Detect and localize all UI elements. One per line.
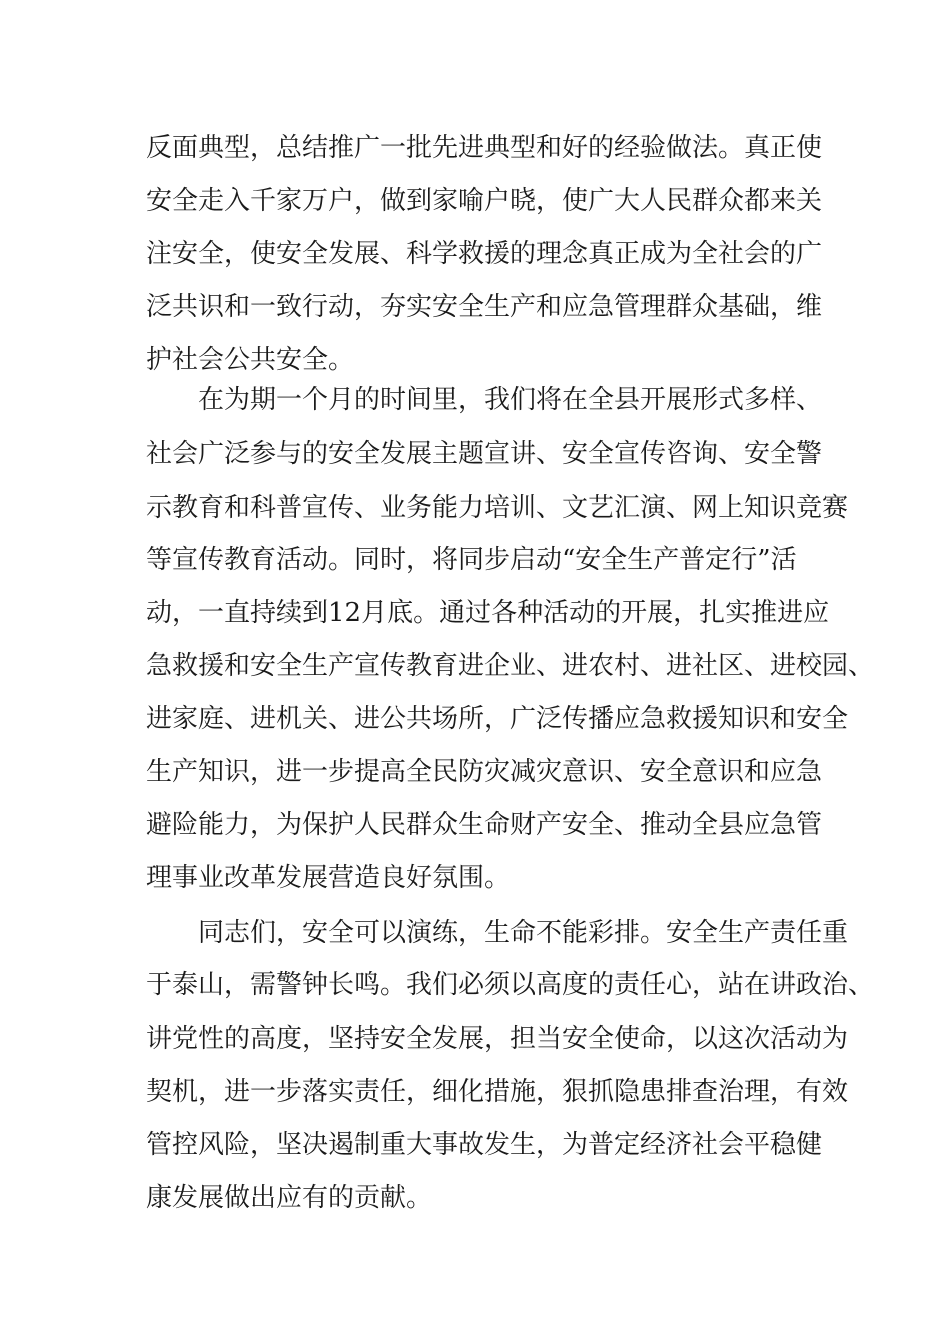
text-line: 泛共识和一致行动，夯实安全生产和应急管理群众基础，维 (146, 292, 823, 322)
text-line: 急救援和安全生产宣传教育进企业、进农村、进社区、进校园、 (146, 651, 875, 681)
text-line: 管控风险，坚决遏制重大事故发生，为普定经济社会平稳健 (146, 1130, 823, 1160)
text-line: 康发展做出应有的贡献。 (146, 1183, 433, 1213)
text-line: 契机，进一步落实责任，细化措施，狠抓隐患排查治理，有效 (146, 1077, 849, 1107)
text-line: 护社会公共安全。 (146, 345, 355, 375)
text-line: 生产知识，进一步提高全民防灾减灾意识、安全意识和应急 (146, 757, 823, 787)
text-line: 于泰山，需警钟长鸣。我们必须以高度的责任心，站在讲政治、 (146, 970, 875, 1000)
text-line: 理事业改革发展营造良好氛围。 (146, 863, 511, 893)
text-line: 社会广泛参与的安全发展主题宣讲、安全宣传咨询、安全警 (146, 439, 823, 469)
text-line: 注安全，使安全发展、科学救援的理念真正成为全社会的广 (146, 239, 823, 269)
text-line: 进家庭、进机关、进公共场所，广泛传播应急救援知识和安全 (146, 704, 849, 734)
text-line: 避险能力，为保护人民群众生命财产安全、推动全县应急管 (146, 810, 823, 840)
paragraph-first-line: 在为期一个月的时间里，我们将在全县开展形式多样、 (198, 385, 823, 415)
text-line: 等宣传教育活动。同时，将同步启动“安全生产普定行”活 (146, 545, 797, 575)
text-line: 动，一直持续到12月底。通过各种活动的开展，扎实推进应 (146, 598, 830, 628)
text-line: 讲党性的高度，坚持安全发展，担当安全使命，以这次活动为 (146, 1024, 849, 1054)
text-line: 反面典型，总结推广一批先进典型和好的经验做法。真正使 (146, 133, 823, 163)
text-line: 安全走入千家万户，做到家喻户晓，使广大人民群众都来关 (146, 186, 823, 216)
paragraph-first-line: 同志们，安全可以演练，生命不能彩排。安全生产责任重 (198, 918, 849, 948)
text-line: 示教育和科普宣传、业务能力培训、文艺汇演、网上知识竞赛 (146, 493, 849, 523)
